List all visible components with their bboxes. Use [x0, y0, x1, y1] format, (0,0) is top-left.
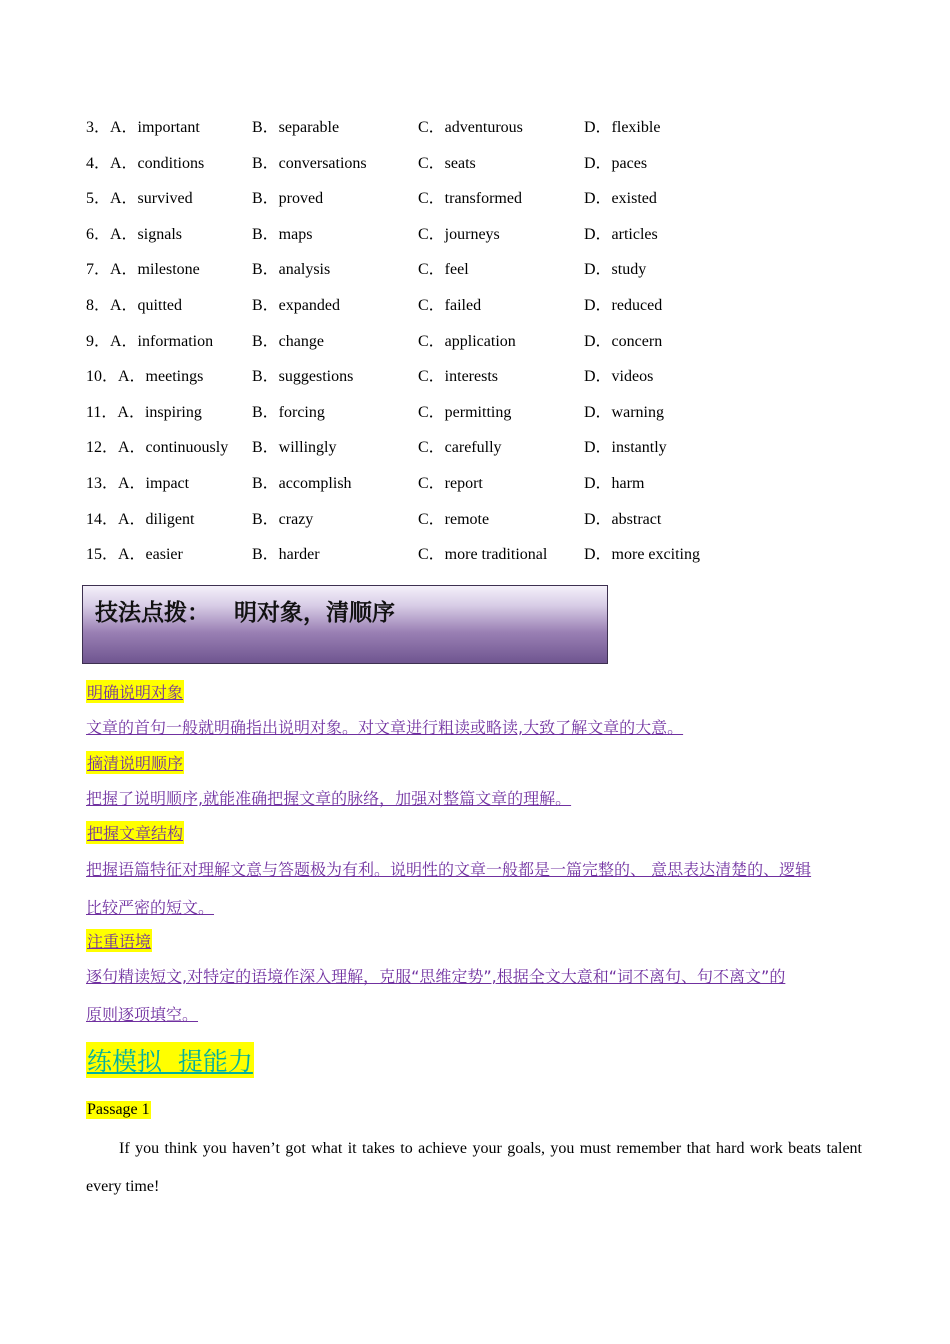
- option-d: D．more exciting: [584, 546, 700, 564]
- option-row: [86, 537, 806, 573]
- option-c: C．failed: [418, 296, 482, 314]
- option-row: [86, 288, 806, 324]
- option-c: C．remote: [418, 510, 490, 528]
- option-b: B．harder: [252, 546, 320, 564]
- option-d: D．instantly: [584, 439, 667, 457]
- option-b: B．suggestions: [252, 368, 354, 386]
- option-b: B．expanded: [252, 296, 340, 314]
- tip-paragraph: 文章的首句一般就明确指出说明对象。对文章进行粗读或略读,大致了解文章的大意。: [86, 718, 684, 737]
- option-b: B．crazy: [252, 510, 314, 528]
- option-a: 13．A．impact: [86, 474, 190, 492]
- tip-heading-context: 注重语境: [86, 929, 152, 952]
- passage-label: Passage 1: [87, 1101, 150, 1118]
- passage-text: If you think you haven’t got what it takes to achieve your goals, you must remember that hard work beats talent every time!: [86, 1140, 862, 1195]
- option-row: [86, 395, 806, 431]
- tip-paragraph: 把握了说明顺序,就能准确把握文章的脉络，加强对整篇文章的理解。: [86, 789, 572, 808]
- option-a: 10．A．meetings: [86, 368, 204, 386]
- option-b: B．willingly: [252, 439, 337, 457]
- option-d: D．harm: [584, 474, 645, 492]
- option-row: [86, 502, 806, 538]
- option-b: B．forcing: [252, 403, 325, 421]
- option-d: D．study: [584, 261, 647, 279]
- option-a: 11．A．inspiring: [86, 403, 202, 421]
- option-b: B．maps: [252, 225, 313, 243]
- option-b: B．proved: [252, 190, 324, 208]
- option-a: 7．A．milestone: [86, 261, 200, 279]
- tip-paragraph: 原则逐项填空。: [86, 1005, 199, 1024]
- option-c: C．carefully: [418, 439, 502, 457]
- tip-heading-structure: 把握文章结构: [86, 821, 184, 844]
- option-row: [86, 430, 806, 466]
- tip-box-title: 技法点拨： 明对象，清顺序: [95, 600, 396, 626]
- option-c: C．more traditional: [418, 546, 548, 564]
- option-row: [86, 217, 806, 253]
- tip-paragraph: 把握语篇特征对理解文意与答题极为有利。说明性的文章一般都是一篇完整的、 意思表达清楚的、逻辑: [86, 860, 812, 879]
- option-row: [86, 252, 806, 288]
- option-b: B．separable: [252, 119, 340, 136]
- option-d: D．concern: [584, 332, 663, 350]
- option-a: 8．A．quitted: [86, 296, 182, 314]
- option-c: C．transformed: [418, 190, 522, 208]
- option-c: C．seats: [418, 154, 476, 172]
- option-d: D．existed: [584, 190, 657, 208]
- option-a: 4．A．conditions: [86, 154, 205, 172]
- option-d: D．videos: [584, 368, 654, 386]
- option-d: D．abstract: [584, 510, 662, 528]
- option-d: D．flexible: [584, 119, 661, 136]
- option-a: 14．A．diligent: [86, 510, 195, 528]
- option-a: 9．A．information: [86, 332, 214, 350]
- option-c: C．interests: [418, 368, 498, 386]
- option-c: C．permitting: [418, 403, 512, 421]
- option-a: 5．A．survived: [86, 190, 193, 208]
- option-d: D．warning: [584, 403, 664, 421]
- tip-heading-object: 明确说明对象: [86, 680, 184, 703]
- option-c: C．application: [418, 332, 516, 350]
- option-c: C．journeys: [418, 225, 500, 243]
- option-c: C．report: [418, 474, 483, 492]
- option-row: [86, 466, 806, 502]
- option-a: 6．A．signals: [86, 225, 183, 243]
- option-d: D．reduced: [584, 296, 663, 314]
- option-row: [86, 110, 806, 146]
- option-a: 12．A．continuously: [86, 439, 229, 457]
- option-c: C．adventurous: [418, 119, 523, 136]
- tip-heading-order: 摘清说明顺序: [86, 751, 184, 774]
- section-heading: 练模拟 提能力: [86, 1042, 254, 1078]
- option-a: 15．A．easier: [86, 546, 183, 564]
- option-d: D．paces: [584, 154, 648, 172]
- option-row: [86, 324, 806, 360]
- answer-options-table: [86, 110, 806, 573]
- option-row: [86, 181, 806, 217]
- option-row: [86, 359, 806, 395]
- option-b: B．change: [252, 332, 324, 350]
- option-a: 3．A．important: [86, 119, 200, 136]
- option-b: B．accomplish: [252, 474, 352, 492]
- option-b: B．analysis: [252, 261, 331, 279]
- tip-paragraph: 逐句精读短文,对特定的语境作深入理解，克服“思维定势”,根据全文大意和“词不离句、句不离文”的: [86, 967, 786, 986]
- option-b: B．conversations: [252, 154, 367, 172]
- option-row: [86, 146, 806, 182]
- tip-paragraph: 比较严密的短文。: [86, 898, 215, 917]
- option-c: C．feel: [418, 261, 469, 279]
- option-d: D．articles: [584, 225, 658, 243]
- tip-box: [82, 585, 608, 664]
